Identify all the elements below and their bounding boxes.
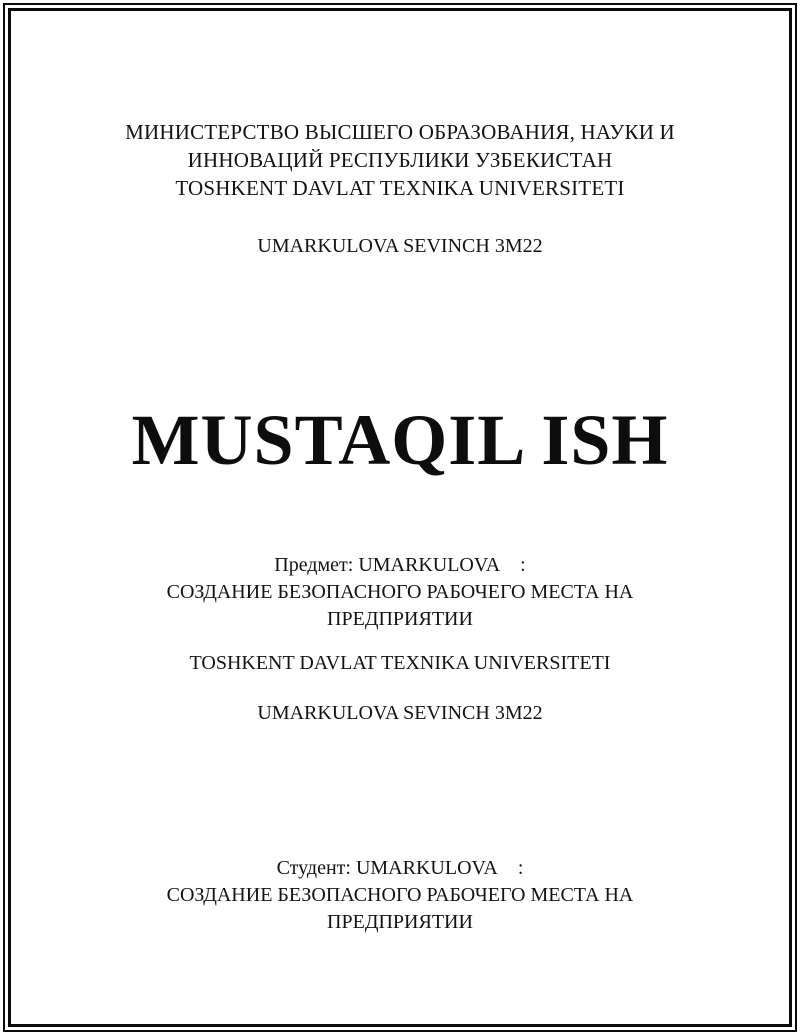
student-name-top: UMARKULOVA SEVINCH 3M22 (257, 235, 543, 257)
main-title: MUSTAQIL ISH (131, 400, 669, 480)
student-block (40, 855, 760, 936)
university-line-middle: TOSHKENT DAVLAT TEXNIKA UNIVERSITETI (189, 652, 611, 674)
subject-line: Предмет: UMARKULOVA : (274, 554, 526, 576)
university-line-top: TOSHKENT DAVLAT TEXNIKA UNIVERSITETI (175, 176, 625, 200)
ministry-line-1: МИНИСТЕРСТВО ВЫСШЕГО ОБРАЗОВАНИЯ, НАУКИ И (125, 120, 675, 144)
student-name-middle: UMARKULOVA SEVINCH 3M22 (257, 702, 543, 724)
ministry-line-2: ИННОВАЦИЙ РЕСПУБЛИКИ УЗБЕКИСТАН (187, 148, 613, 172)
subject-block (40, 552, 760, 633)
subject-topic-line-1: СОЗДАНИЕ БЕЗОПАСНОГО РАБОЧЕГО МЕСТА НА (166, 581, 634, 603)
student-topic-line-1: СОЗДАНИЕ БЕЗОПАСНОГО РАБОЧЕГО МЕСТА НА (166, 884, 634, 906)
ministry-header (40, 118, 760, 202)
subject-topic-line-2: ПРЕДПРИЯТИИ (327, 608, 473, 630)
student-line: Студент: UMARKULOVA : (276, 857, 524, 879)
student-topic-line-2: ПРЕДПРИЯТИИ (327, 911, 473, 933)
